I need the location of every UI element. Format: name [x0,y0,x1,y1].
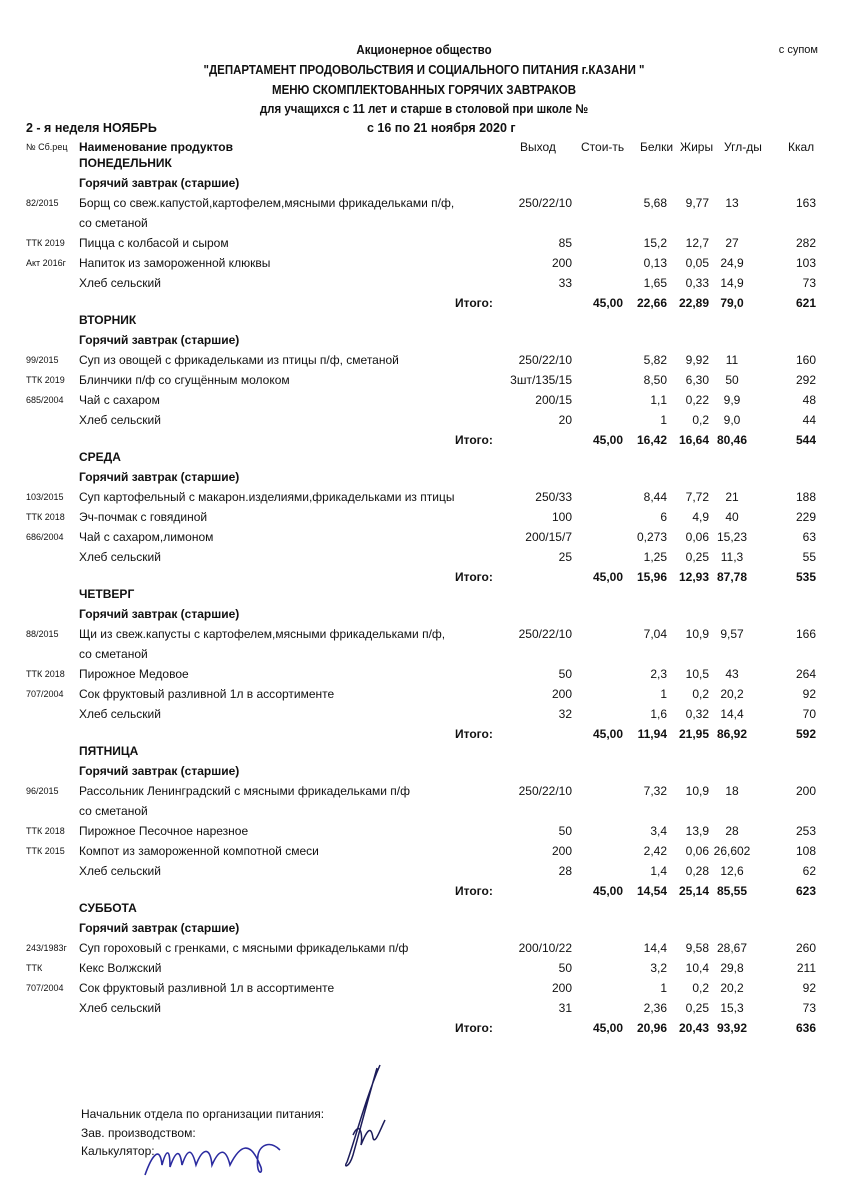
kcal-value: 92 [802,687,816,701]
dish-output: 33 [558,276,572,290]
menu-title: МЕНЮ СКОМПЛЕКТОВАННЫХ ГОРЯЧИХ ЗАВТРАКОВ [271,83,577,97]
protein-value: 3,2 [650,961,667,975]
dish-output: 50 [558,667,572,681]
fat-value: 0,2 [692,981,709,995]
table-row [0,550,848,570]
table-row [0,530,848,550]
carb-value: 12,6 [720,864,744,878]
protein-value: 7,32 [643,784,667,798]
meal-label: Горячий завтрак (старшие) [79,470,240,484]
carb-value: 9,0 [723,413,741,427]
recipe-code: 686/2004 [26,532,64,542]
recipe-code: 243/1983г [26,943,67,953]
dish-name: Хлеб сельский [79,550,161,564]
dish-output: 250/22/10 [518,353,572,367]
protein-value: 8,50 [643,373,667,387]
total-cost: 45,00 [592,727,623,741]
total-label: Итого: [455,570,493,584]
table-row [0,687,848,707]
day-name: СРЕДА [79,450,121,464]
meal-heading [0,333,848,353]
carb-value: 27 [725,236,739,250]
protein-value: 6 [660,510,667,524]
fat-value: 12,7 [685,236,709,250]
protein-value: 14,4 [643,941,667,955]
total-carb: 79,0 [720,296,744,310]
col-code: № Сб.рец [26,142,68,152]
meal-label: Горячий завтрак (старшие) [79,333,240,347]
carb-value: 26,602 [713,844,751,858]
protein-value: 1,25 [643,550,667,564]
carb-value: 43 [725,667,739,681]
table-row [0,373,848,393]
kcal-value: 108 [795,844,816,858]
fat-value: 0,33 [685,276,709,290]
kcal-value: 160 [795,353,816,367]
total-label: Итого: [455,884,493,898]
meal-label: Горячий завтрак (старшие) [79,764,240,778]
fat-value: 0,32 [685,707,709,721]
kcal-value: 48 [802,393,816,407]
dish-output: 20 [558,413,572,427]
total-protein: 14,54 [636,884,667,898]
meal-heading [0,764,848,784]
recipe-code: Акт 2016г [26,258,66,268]
dish-name: Напиток из замороженной клюквы [79,256,271,270]
total-fat: 20,43 [678,1021,709,1035]
meal-label: Горячий завтрак (старшие) [79,607,240,621]
col-fat: Жиры [680,140,714,154]
recipe-code: ТТК 2018 [26,826,65,836]
dish-output: 200 [551,844,572,858]
recipe-code: 685/2004 [26,395,64,405]
sig-calculator: Калькулятор: [81,1144,155,1158]
dish-name: Пирожное Песочное нарезное [79,824,249,838]
total-cost: 45,00 [592,570,623,584]
total-fat: 16,64 [678,433,709,447]
fat-value: 10,4 [685,961,709,975]
recipe-code: ТТК 2018 [26,669,65,679]
table-row [0,1001,848,1021]
total-kcal: 592 [795,727,816,741]
col-out: Выход [520,140,556,154]
table-row-continued [0,647,848,667]
table-row [0,196,848,216]
fat-value: 0,2 [692,413,709,427]
dish-name: Хлеб сельский [79,707,161,721]
kcal-value: 211 [796,961,816,975]
dish-output: 250/22/10 [518,196,572,210]
total-protein: 16,42 [636,433,667,447]
protein-value: 1,1 [650,393,667,407]
table-row-continued [0,216,848,236]
org-name: "ДЕПАРТАМЕНТ ПРОДОВОЛЬСТВИЯ И СОЦИАЛЬНОГО ПИТАНИЯ г.КАЗАНИ " [203,63,645,77]
sig-head: Начальник отдела по организации питания: [81,1107,325,1121]
dish-output: 50 [558,824,572,838]
dish-name: Суп гороховый с гренками, с мясными фрикадельками п/ф [79,941,409,955]
table-row [0,864,848,884]
dish-name: Борщ со свеж.капустой,картофелем,мясными фрикадельками п/ф, [79,196,455,210]
fat-value: 0,25 [685,550,709,564]
day-heading [0,313,848,333]
day-name: ПОНЕДЕЛЬНИК [79,156,172,170]
carb-value: 15,3 [720,1001,744,1015]
col-prot: Белки [640,140,674,154]
total-protein: 20,96 [636,1021,667,1035]
date-range: с 16 по 21 ноября 2020 г [367,121,516,135]
fat-value: 0,22 [685,393,709,407]
meal-label: Горячий завтрак (старшие) [79,176,240,190]
total-carb: 87,78 [716,570,748,584]
dish-output: 85 [558,236,572,250]
table-row [0,981,848,1001]
protein-value: 1 [660,413,667,427]
meal-heading [0,470,848,490]
dish-name: Сок фруктовый разливной 1л в ассортименте [79,687,335,701]
kcal-value: 253 [795,824,816,838]
sig-production: Зав. производством: [81,1126,196,1140]
dish-output: 31 [558,1001,572,1015]
dish-name: Сок фруктовый разливной 1л в ассортименте [79,981,335,995]
protein-value: 0,273 [636,530,667,544]
total-fat: 22,89 [678,296,709,310]
total-cost: 45,00 [592,884,623,898]
dish-name: Компот из замороженной компотной смеси [79,844,319,858]
dish-name: Суп картофельный с макарон.изделиями,фрикадельками из птицы [79,490,455,504]
col-name: Наименование продуктов [79,140,233,154]
dish-name: Чай с сахаром [79,393,160,407]
protein-value: 1 [660,981,667,995]
dish-output: 200 [551,981,572,995]
dish-output: 200 [551,687,572,701]
dish-name-continued: со сметаной [79,647,148,661]
recipe-code: 707/2004 [26,689,64,699]
table-row [0,256,848,276]
recipe-code: ТТК [26,963,43,973]
table-row [0,393,848,413]
kcal-value: 62 [802,864,816,878]
carb-value: 14,4 [720,707,744,721]
kcal-value: 63 [802,530,816,544]
kcal-value: 260 [795,941,816,955]
total-fat: 21,95 [678,727,709,741]
col-carb: Угл-ды [724,140,762,154]
dish-output: 250/22/10 [518,784,572,798]
table-row-continued [0,804,848,824]
meal-heading [0,607,848,627]
recipe-code: ТТК 2015 [26,846,65,856]
day-heading [0,901,848,921]
dish-name-continued: со сметаной [79,804,148,818]
dish-name: Чай с сахаром,лимоном [79,530,214,544]
total-kcal: 636 [795,1021,816,1035]
total-kcal: 544 [795,433,816,447]
dish-output: 250/33 [535,490,572,504]
fat-value: 0,06 [685,530,709,544]
carb-value: 21 [725,490,739,504]
dish-name: Суп из овощей с фрикадельками из птицы п/ф, сметаной [79,353,399,367]
dish-name-continued: со сметаной [79,216,148,230]
fat-value: 6,30 [685,373,709,387]
protein-value: 2,42 [643,844,667,858]
protein-value: 1,4 [650,864,667,878]
carb-value: 15,23 [716,530,748,544]
carb-value: 13 [725,196,739,210]
meal-heading [0,176,848,196]
total-label: Итого: [455,296,493,310]
org-type: Акционерное общество [356,43,492,57]
protein-value: 2,3 [650,667,667,681]
protein-value: 2,36 [643,1001,667,1015]
dish-output: 100 [551,510,572,524]
col-cost: Стои-ть [581,140,625,154]
dish-output: 250/22/10 [518,627,572,641]
fat-value: 10,9 [685,784,709,798]
signature-scribble-2 [140,1135,290,1185]
dish-output: 28 [558,864,572,878]
dish-name: Хлеб сельский [79,276,161,290]
total-cost: 45,00 [592,433,623,447]
dish-output: 200 [551,256,572,270]
kcal-value: 44 [802,413,816,427]
protein-value: 5,82 [643,353,667,367]
table-row [0,784,848,804]
dish-output: 200/15 [535,393,572,407]
dish-output: 200/10/22 [518,941,572,955]
table-row [0,941,848,961]
dish-output: 3шт/135/15 [510,373,572,387]
table-row [0,490,848,510]
carb-value: 20,2 [720,981,744,995]
day-heading [0,450,848,470]
protein-value: 1 [660,687,667,701]
table-row [0,824,848,844]
table-row [0,353,848,373]
kcal-value: 282 [795,236,816,250]
recipe-code: 96/2015 [26,786,59,796]
total-kcal: 535 [795,570,816,584]
total-row [0,1021,848,1041]
fat-value: 4,9 [692,510,709,524]
fat-value: 13,9 [685,824,709,838]
corner-note: с супом [778,44,818,56]
kcal-value: 229 [795,510,816,524]
carb-value: 11 [725,353,739,367]
dish-name: Блинчики п/ф со сгущённым молоком [79,373,290,387]
dish-name: Рассольник Ленинградский с мясными фрикадельками п/ф [79,784,410,798]
total-protein: 15,96 [636,570,667,584]
table-row [0,844,848,864]
fat-value: 7,72 [685,490,709,504]
table-row [0,627,848,647]
recipe-code: 88/2015 [26,629,59,639]
fat-value: 0,25 [685,1001,709,1015]
dish-name: Щи из свеж.капусты с картофелем,мясными фрикадельками п/ф, [79,627,446,641]
dish-name: Эч-почмак с говядиной [79,510,208,524]
fat-value: 10,9 [685,627,709,641]
day-heading [0,587,848,607]
table-row [0,236,848,256]
total-fat: 25,14 [678,884,709,898]
protein-value: 5,68 [643,196,667,210]
fat-value: 0,2 [692,687,709,701]
carb-value: 28,67 [716,941,748,955]
kcal-value: 73 [802,1001,816,1015]
dish-output: 25 [558,550,572,564]
fat-value: 9,92 [685,353,709,367]
dish-name: Пирожное Медовое [79,667,189,681]
meal-label: Горячий завтрак (старшие) [79,921,240,935]
fat-value: 9,58 [685,941,709,955]
day-heading [0,744,848,764]
day-name: ПЯТНИЦА [79,744,139,758]
week-label: 2 - я неделя НОЯБРЬ [26,121,157,135]
dish-name: Хлеб сельский [79,864,161,878]
protein-value: 0,13 [643,256,667,270]
carb-value: 50 [725,373,739,387]
table-row [0,276,848,296]
protein-value: 1,65 [643,276,667,290]
fat-value: 9,77 [685,196,709,210]
kcal-value: 70 [802,707,816,721]
carb-value: 28 [725,824,739,838]
signature-scribble-1 [335,1060,395,1170]
total-fat: 12,93 [678,570,709,584]
protein-value: 1,6 [650,707,667,721]
kcal-value: 188 [795,490,816,504]
day-name: ЧЕТВЕРГ [79,587,135,601]
fat-value: 10,5 [685,667,709,681]
carb-value: 9,9 [723,393,741,407]
protein-value: 8,44 [643,490,667,504]
carb-value: 29,8 [720,961,744,975]
table-row [0,707,848,727]
dish-output: 50 [558,961,572,975]
total-label: Итого: [455,727,493,741]
table-row [0,961,848,981]
total-protein: 11,94 [637,727,667,741]
carb-value: 20,2 [720,687,744,701]
carb-value: 18 [725,784,739,798]
total-carb: 80,46 [716,433,748,447]
recipe-code: 103/2015 [26,492,64,502]
protein-value: 7,04 [643,627,667,641]
carb-value: 14,9 [720,276,744,290]
carb-value: 11,3 [720,550,744,564]
menu-subtitle: для учащихся с 11 лет и старше в столовой при школе № [259,102,589,116]
total-label: Итого: [455,433,493,447]
day-name: СУББОТА [79,901,137,915]
dish-name: Хлеб сельский [79,413,161,427]
kcal-value: 163 [795,196,816,210]
recipe-code: 707/2004 [26,983,64,993]
table-row [0,667,848,687]
meal-heading [0,921,848,941]
kcal-value: 292 [795,373,816,387]
kcal-value: 103 [795,256,816,270]
dish-name: Хлеб сельский [79,1001,161,1015]
recipe-code: 99/2015 [26,355,59,365]
kcal-value: 166 [795,627,816,641]
fat-value: 0,28 [685,864,709,878]
carb-value: 40 [725,510,739,524]
total-protein: 22,66 [636,296,667,310]
dish-name: Пицца с колбасой и сыром [79,236,229,250]
recipe-code: ТТК 2019 [26,375,65,385]
total-kcal: 623 [795,884,816,898]
protein-value: 3,4 [650,824,667,838]
total-kcal: 621 [795,296,816,310]
carb-value: 24,9 [720,256,744,270]
total-carb: 93,92 [716,1021,748,1035]
kcal-value: 264 [795,667,816,681]
recipe-code: ТТК 2019 [26,238,65,248]
kcal-value: 200 [795,784,816,798]
table-row [0,510,848,530]
col-kcal: Ккал [788,140,815,154]
protein-value: 15,2 [643,236,667,250]
total-label: Итого: [455,1021,493,1035]
recipe-code: ТТК 2018 [26,512,65,522]
day-heading [0,156,848,176]
dish-output: 200/15/7 [525,530,572,544]
total-cost: 45,00 [592,1021,623,1035]
fat-value: 0,05 [685,256,709,270]
total-carb: 85,55 [716,884,748,898]
total-cost: 45,00 [592,296,623,310]
table-row [0,413,848,433]
kcal-value: 73 [802,276,816,290]
dish-name: Кекс Волжский [79,961,162,975]
kcal-value: 92 [802,981,816,995]
fat-value: 0,06 [685,844,709,858]
carb-value: 9,57 [720,627,744,641]
dish-output: 32 [558,707,572,721]
day-name: ВТОРНИК [79,313,137,327]
kcal-value: 55 [802,550,816,564]
total-carb: 86,92 [716,727,748,741]
recipe-code: 82/2015 [26,198,59,208]
